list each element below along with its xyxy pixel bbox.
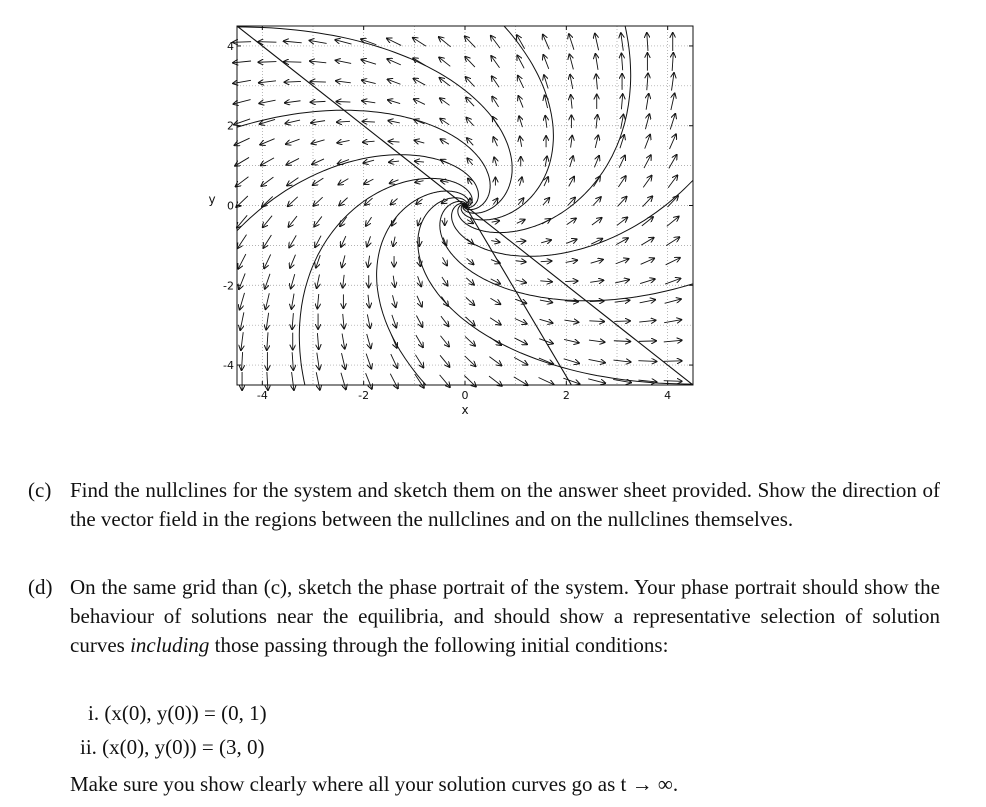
field-arrow [286,139,300,144]
field-arrow [417,296,422,307]
field-arrow [387,38,401,45]
field-arrow [337,140,349,142]
field-arrow [519,177,521,185]
solution-curve [398,16,553,220]
field-arrow [467,138,473,145]
field-arrow [672,53,673,71]
field-arrow [664,340,682,342]
field-arrow [595,34,599,51]
field-arrow [267,332,268,350]
field-arrow [565,281,577,282]
field-arrow [621,33,623,50]
field-arrow [366,373,372,389]
field-arrow [264,254,271,268]
field-arrow [596,115,597,128]
field-arrow [389,141,400,142]
solution-curve [440,201,710,300]
field-arrow [440,336,449,347]
question-c [28,476,940,534]
field-arrow [415,140,425,143]
field-arrow [613,360,630,362]
field-arrow [336,60,351,63]
field-arrow [367,236,371,246]
field-arrow [589,321,604,322]
field-arrow [233,80,251,83]
field-arrow [591,260,603,264]
field-arrow [666,258,680,265]
field-arrow [387,59,400,65]
initial-condition-2 [80,733,264,762]
field-arrow [414,79,426,85]
question-d-emphasis: including [130,633,210,657]
field-arrow [569,34,574,50]
field-arrow [240,293,245,310]
field-arrow [543,55,548,69]
field-arrow [491,241,499,243]
field-arrow [641,258,654,264]
solution-curve [458,16,631,233]
field-arrow [266,293,270,309]
question-d [28,573,940,660]
field-arrow [440,98,450,105]
field-arrow [363,141,375,142]
field-arrow [317,294,318,308]
field-arrow [539,378,554,385]
field-arrow [388,79,401,84]
field-arrow [389,161,399,162]
field-arrow [439,57,450,66]
phase-portrait-figure [200,16,710,426]
field-arrow [645,114,649,129]
x-tick-label: 0 [461,389,469,402]
field-arrow [571,95,572,108]
field-arrow [285,101,301,103]
field-arrow [592,218,602,225]
y-tick-label: 2 [227,119,234,133]
solution-curve [299,178,472,426]
field-arrow [515,280,526,283]
field-arrow [418,218,421,226]
initial-condition-1 [88,699,267,728]
field-arrow [618,197,627,206]
y-axis-label: y [208,192,216,207]
field-arrow [616,238,628,244]
field-arrow [292,313,293,329]
field-arrow [290,255,296,268]
field-arrow [364,179,373,184]
field-arrow [339,198,347,206]
field-arrow [439,37,451,47]
field-arrow [540,319,553,323]
question-d-label: (d) [28,575,53,599]
field-arrow [440,119,449,125]
question-c-label: (c) [28,478,52,502]
field-arrow [289,235,296,247]
field-arrow [647,33,648,51]
field-arrow [494,157,496,165]
solution-curve [452,76,710,257]
y-tick-label: -2 [223,279,234,293]
field-arrow [291,274,295,288]
field-arrow [263,216,272,228]
initial-condition-1-expr: (x(0), y(0)) = (0, 1) [104,701,267,725]
field-arrow [388,121,399,123]
field-arrow [241,332,243,350]
field-arrow [415,161,424,162]
field-arrow [388,100,400,104]
field-arrow [342,334,345,349]
field-arrow [640,300,655,303]
field-arrow [288,197,298,206]
field-arrow [621,115,624,129]
field-arrow [233,61,251,63]
field-arrow [414,99,425,104]
field-arrow [492,221,499,222]
initial-condition-1-label: i. [88,701,100,725]
field-arrow [664,320,681,323]
field-arrow [589,340,605,342]
field-arrow [313,197,322,206]
field-arrow [335,40,351,44]
field-arrow [390,180,399,184]
field-arrow [310,82,326,83]
field-arrow [614,321,630,322]
y-tick-label: -4 [223,359,234,373]
field-arrow [316,372,320,390]
field-arrow [467,258,474,264]
field-arrow [614,341,630,342]
field-arrow [242,352,243,370]
field-arrow [441,181,448,182]
field-arrow [263,235,271,248]
field-arrow [543,198,549,205]
field-arrow [317,353,319,370]
field-arrow [516,261,526,262]
field-arrow [465,57,475,67]
y-tick-label: 4 [227,39,234,53]
field-arrow [393,295,396,307]
field-arrow [672,73,674,90]
field-arrow [441,316,449,326]
field-arrow [312,159,324,164]
field-arrow [569,54,573,69]
field-arrow [368,256,370,267]
field-arrow [317,275,320,289]
field-arrow [643,196,653,206]
nullcline-line [465,206,571,386]
field-arrow [336,102,350,103]
field-arrow [517,55,524,68]
field-arrow [312,140,325,144]
field-arrow [520,137,522,147]
field-arrow [595,54,598,70]
field-arrow [363,121,375,122]
field-arrow [665,299,681,303]
field-arrow [260,139,274,145]
field-arrow [366,217,372,226]
field-arrow [310,61,326,63]
field-arrow [466,118,473,126]
field-arrow [234,100,251,104]
field-arrow [258,62,276,63]
x-axis-label: x [461,403,469,417]
field-arrow [514,357,527,364]
field-arrow [393,237,395,247]
field-arrow [666,237,679,245]
field-arrow [516,241,525,242]
field-arrow [621,94,622,109]
field-arrow [467,220,473,224]
field-arrow [284,41,302,43]
field-arrow [236,177,249,187]
field-arrow [541,240,551,243]
field-arrow [540,300,552,302]
x-tick-label: -4 [256,389,268,402]
field-arrow [589,359,605,362]
field-arrow [544,177,548,186]
field-arrow [647,73,648,90]
field-arrow [618,176,625,187]
field-arrow [543,35,549,50]
field-arrow [391,354,398,368]
field-arrow [266,313,268,330]
field-arrow [366,354,371,369]
field-arrow [492,97,498,107]
solution-curve [200,110,490,209]
field-arrow [670,114,675,130]
field-arrow [238,254,246,269]
field-arrow [313,178,324,185]
field-arrow [466,77,475,86]
field-arrow [514,338,527,344]
field-arrow [621,54,622,71]
field-arrow [638,361,656,362]
field-arrow [466,297,474,305]
field-arrow [590,280,603,282]
field-arrow [639,320,655,322]
field-arrow [261,158,274,165]
field-arrow [342,353,346,369]
field-arrow [646,94,649,110]
field-arrow [267,372,268,390]
question-d-text-2: those passing through the following initial conditions: [214,633,669,657]
field-arrow [491,56,499,68]
field-arrow [664,381,682,382]
field-arrow [338,160,349,164]
field-arrow [239,273,245,289]
field-arrow [259,81,276,83]
field-arrow [489,357,501,366]
field-arrow [286,158,299,164]
field-arrow [567,218,576,224]
field-arrow [341,373,346,390]
field-arrow [490,298,500,304]
field-arrow [342,255,345,267]
field-arrow [259,100,275,103]
field-arrow [640,279,655,283]
field-arrow [337,121,350,122]
field-arrow [367,314,370,328]
field-arrow [343,314,344,328]
field-arrow [467,158,472,165]
field-arrow [515,319,527,324]
field-arrow [442,277,448,286]
x-tick-label: 4 [664,389,672,402]
field-arrow [368,295,369,308]
field-arrow [292,372,294,390]
field-arrow [667,217,679,227]
field-arrow [518,198,523,205]
field-arrow [466,278,474,285]
field-arrow [413,38,426,46]
field-arrow [416,335,423,347]
field-arrow [540,281,552,282]
field-arrow [518,96,523,107]
field-arrow [336,81,351,83]
field-arrow [617,217,627,225]
field-arrow [311,121,325,123]
field-arrow [544,75,548,88]
question-d-text-1: On the same grid than (c), sketch the phase portrait of the system. Your phase portrait should show the behaviour of solutions near the equilibria, and should show a representative selection of solution curves [70,575,940,657]
field-arrow [616,259,629,264]
field-arrow [310,40,327,43]
field-arrow [570,75,573,89]
field-arrow [285,81,301,82]
field-arrow [518,76,524,88]
field-arrow [643,176,651,188]
field-arrow [489,376,502,386]
field-arrow [566,239,576,243]
field-arrow [441,139,449,144]
field-arrow [361,60,376,64]
field-arrow [292,352,293,370]
field-arrow [415,181,423,183]
field-arrow [363,160,374,163]
field-arrow [593,197,601,206]
field-arrow [288,216,297,227]
x-tick-label: -2 [358,389,370,402]
field-arrow [571,136,573,148]
field-arrow [314,216,322,226]
field-arrow [669,155,677,169]
field-arrow [588,379,605,383]
field-arrow [415,355,423,368]
initial-condition-2-label: ii. [80,735,97,759]
field-arrow [240,312,244,330]
field-arrow [517,220,525,224]
field-arrow [641,238,653,245]
field-arrow [343,275,344,288]
field-arrow [570,156,573,167]
final-note: Make sure you show clearly where all your solution curves go as t → ∞. [70,772,679,796]
field-arrow [365,198,373,205]
field-arrow [569,177,574,187]
field-arrow [594,156,599,167]
y-tick-label: 0 [227,199,234,213]
field-arrow [615,300,630,302]
field-arrow [418,276,422,286]
field-arrow [566,260,577,262]
field-arrow [233,42,251,43]
field-arrow [317,333,318,349]
initial-condition-2-expr: (x(0), y(0)) = (3, 0) [102,735,265,759]
field-arrow [262,196,273,206]
field-arrow [563,378,579,384]
field-arrow [541,261,552,262]
field-arrow [490,318,501,325]
field-arrow [644,155,651,168]
field-arrow [595,135,598,148]
field-arrow [391,199,398,205]
question-c-text: Find the nullclines for the system and sketch them on the answer sheet provided. Show the direction of the vector field in the regions between the nullclines and on the nullclines themselves. [70,478,940,531]
phase-portrait-svg [200,16,710,426]
field-arrow [392,315,396,328]
field-arrow [545,157,547,167]
field-arrow [291,294,294,309]
field-arrow [596,74,597,89]
field-arrow [465,36,476,47]
x-tick-label: 2 [562,389,570,402]
field-arrow [285,120,300,123]
field-arrow [265,274,270,289]
field-arrow [261,177,273,186]
field-arrow [564,320,578,322]
field-arrow [390,374,398,389]
field-arrow [466,97,474,106]
field-arrow [442,257,447,265]
field-arrow [670,134,676,149]
field-arrow [338,179,348,185]
field-arrow [671,94,675,111]
field-arrow [238,235,247,248]
trajectories [200,16,710,426]
field-arrow [362,101,375,103]
field-arrow [465,336,475,345]
field-arrow [465,356,476,366]
field-arrow [367,334,371,348]
field-arrow [668,175,677,187]
field-arrow [645,135,650,149]
field-arrow [493,137,497,146]
field-arrow [591,239,602,244]
